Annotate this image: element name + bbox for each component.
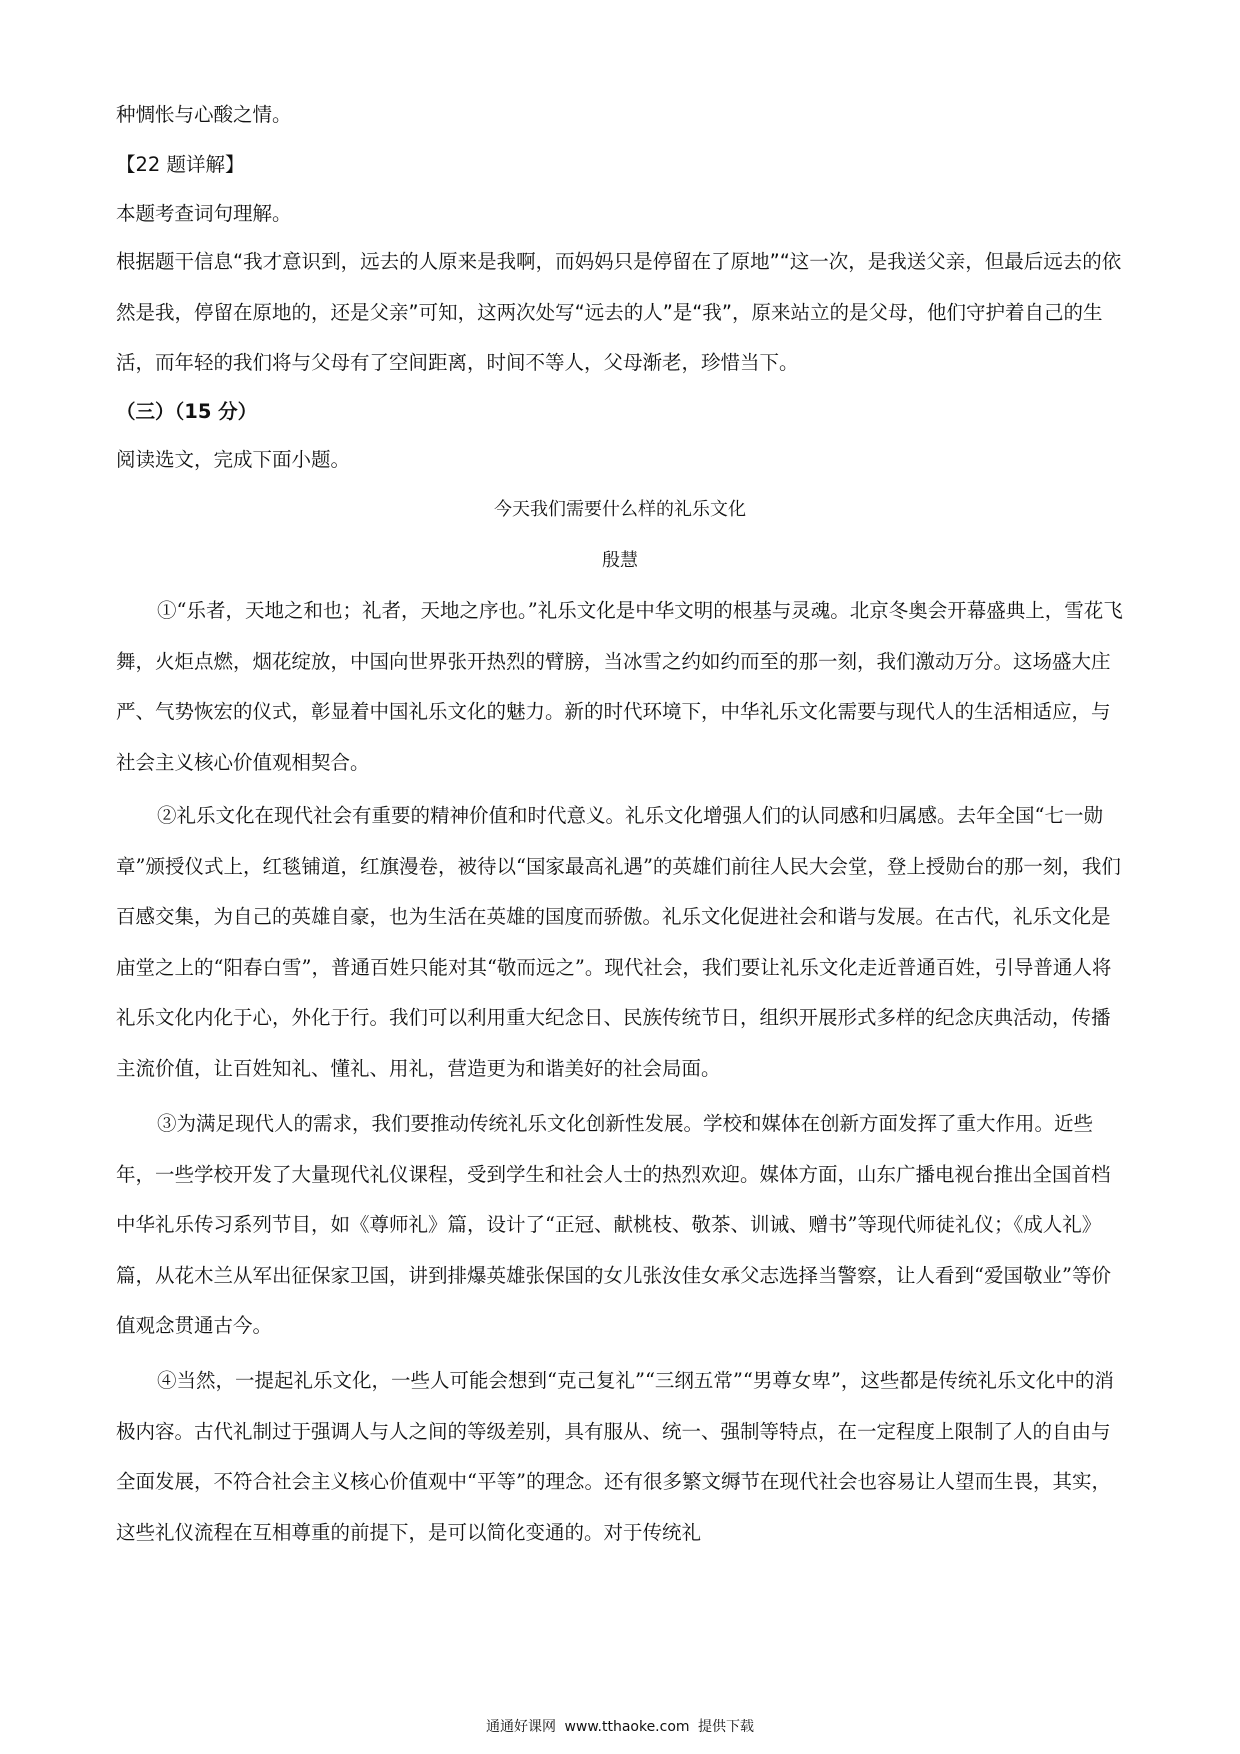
essay-author: 殷慧 <box>602 550 638 571</box>
q22-heading: 【22 题详解】 <box>116 153 245 176</box>
page-footer <box>0 1717 1240 1737</box>
section-heading: （三）（15 分） <box>116 400 258 423</box>
essay-title: 今天我们需要什么样的礼乐文化 <box>494 499 746 520</box>
footer-url[interactable]: www.tthaoke.com <box>564 1719 690 1735</box>
section-instruction: 阅读选文，完成下面小题。 <box>116 448 351 471</box>
continuation-text: 种惆怅与心酸之情。 <box>116 103 292 126</box>
essay-paragraph-2: ②礼乐文化在现代社会有重要的精神价值和时代意义。礼乐文化增强人们的认同感和归属感。去年全国“七一勋章”颁授仪式上，红毯铺道，红旗漫卷，被待以“国家最高礼遇”的英雄们前往人民大会堂，登上授勋台的那一刻，我们百感交集，为自己的英雄自豪，也为生活在英雄的国度而骄傲。礼乐文化促进社会和谐与发展。在古代，礼乐文化是庙堂之上的“阳春白雪”，普通百姓只能对其“敬而远之”。现代社会，我们要让礼乐文化走近普通百姓，引导普通人将礼乐文化内化于心，外化于行。我们可以利用重大纪念日、民族传统节日，组织开展形式多样的纪念庆典活动，传播主流价值，让百姓知礼、懂礼、用礼，营造更为和谐美好的社会局面。 <box>116 804 1121 1080</box>
q22-topic: 本题考查词句理解。 <box>116 202 292 225</box>
footer-site-name: 通通好课网 <box>486 1719 556 1735</box>
essay-paragraph-1: ①“乐者，天地之和也；礼者，天地之序也。”礼乐文化是中华文明的根基与灵魂。北京冬奥会开幕盛典上，雪花飞舞，火炬点燃，烟花绽放，中国向世界张开热烈的臂膀，当冰雪之约如约而至的那一刻，我们激动万分。这场盛大庄严、气势恢宏的仪式，彰显着中国礼乐文化的魅力。新的时代环境下，中华礼乐文化需要与现代人的生活相适应，与社会主义核心价值观相契合。 <box>116 599 1123 774</box>
essay-paragraph-4: ④当然，一提起礼乐文化，一些人可能会想到“克己复礼”“三纲五常”“男尊女卑”，这些都是传统礼乐文化中的消极内容。古代礼制过于强调人与人之间的等级差别，具有服从、统一、强制等特点，在一定程度上限制了人的自由与全面发展，不符合社会主义核心价值观中“平等”的理念。还有很多繁文缛节在现代社会也容易让人望而生畏，其实，这些礼仪流程在互相尊重的前提下，是可以简化变通的。对于传统礼 <box>116 1369 1114 1544</box>
q22-answer: 根据题干信息“我才意识到，远去的人原来是我啊，而妈妈只是停留在了原地”“这一次，是我送父亲，但最后远去的依然是我，停留在原地的，还是父亲”可知，这两次处写“远去的人”是“我”，原来站立的是父母，他们守护着自己的生活，而年轻的我们将与父母有了空间距离，时间不等人，父母渐老，珍惜当下。 <box>116 250 1122 375</box>
footer-suffix: 提供下载 <box>698 1719 754 1735</box>
essay-paragraph-3: ③为满足现代人的需求，我们要推动传统礼乐文化创新性发展。学校和媒体在创新方面发挥了重大作用。近些年，一些学校开发了大量现代礼仪课程，受到学生和社会人士的热烈欢迎。媒体方面，山东广播电视台推出全国首档中华礼乐传习系列节目，如《尊师礼》篇，设计了“正冠、献桃枝、敬茶、训诫、赠书”等现代师徒礼仪；《成人礼》篇，从花木兰从军出征保家卫国，讲到排爆英雄张保国的女儿张汝佳女承父志选择当警察，让人看到“爱国敬业”等价值观念贯通古今。 <box>116 1112 1111 1338</box>
